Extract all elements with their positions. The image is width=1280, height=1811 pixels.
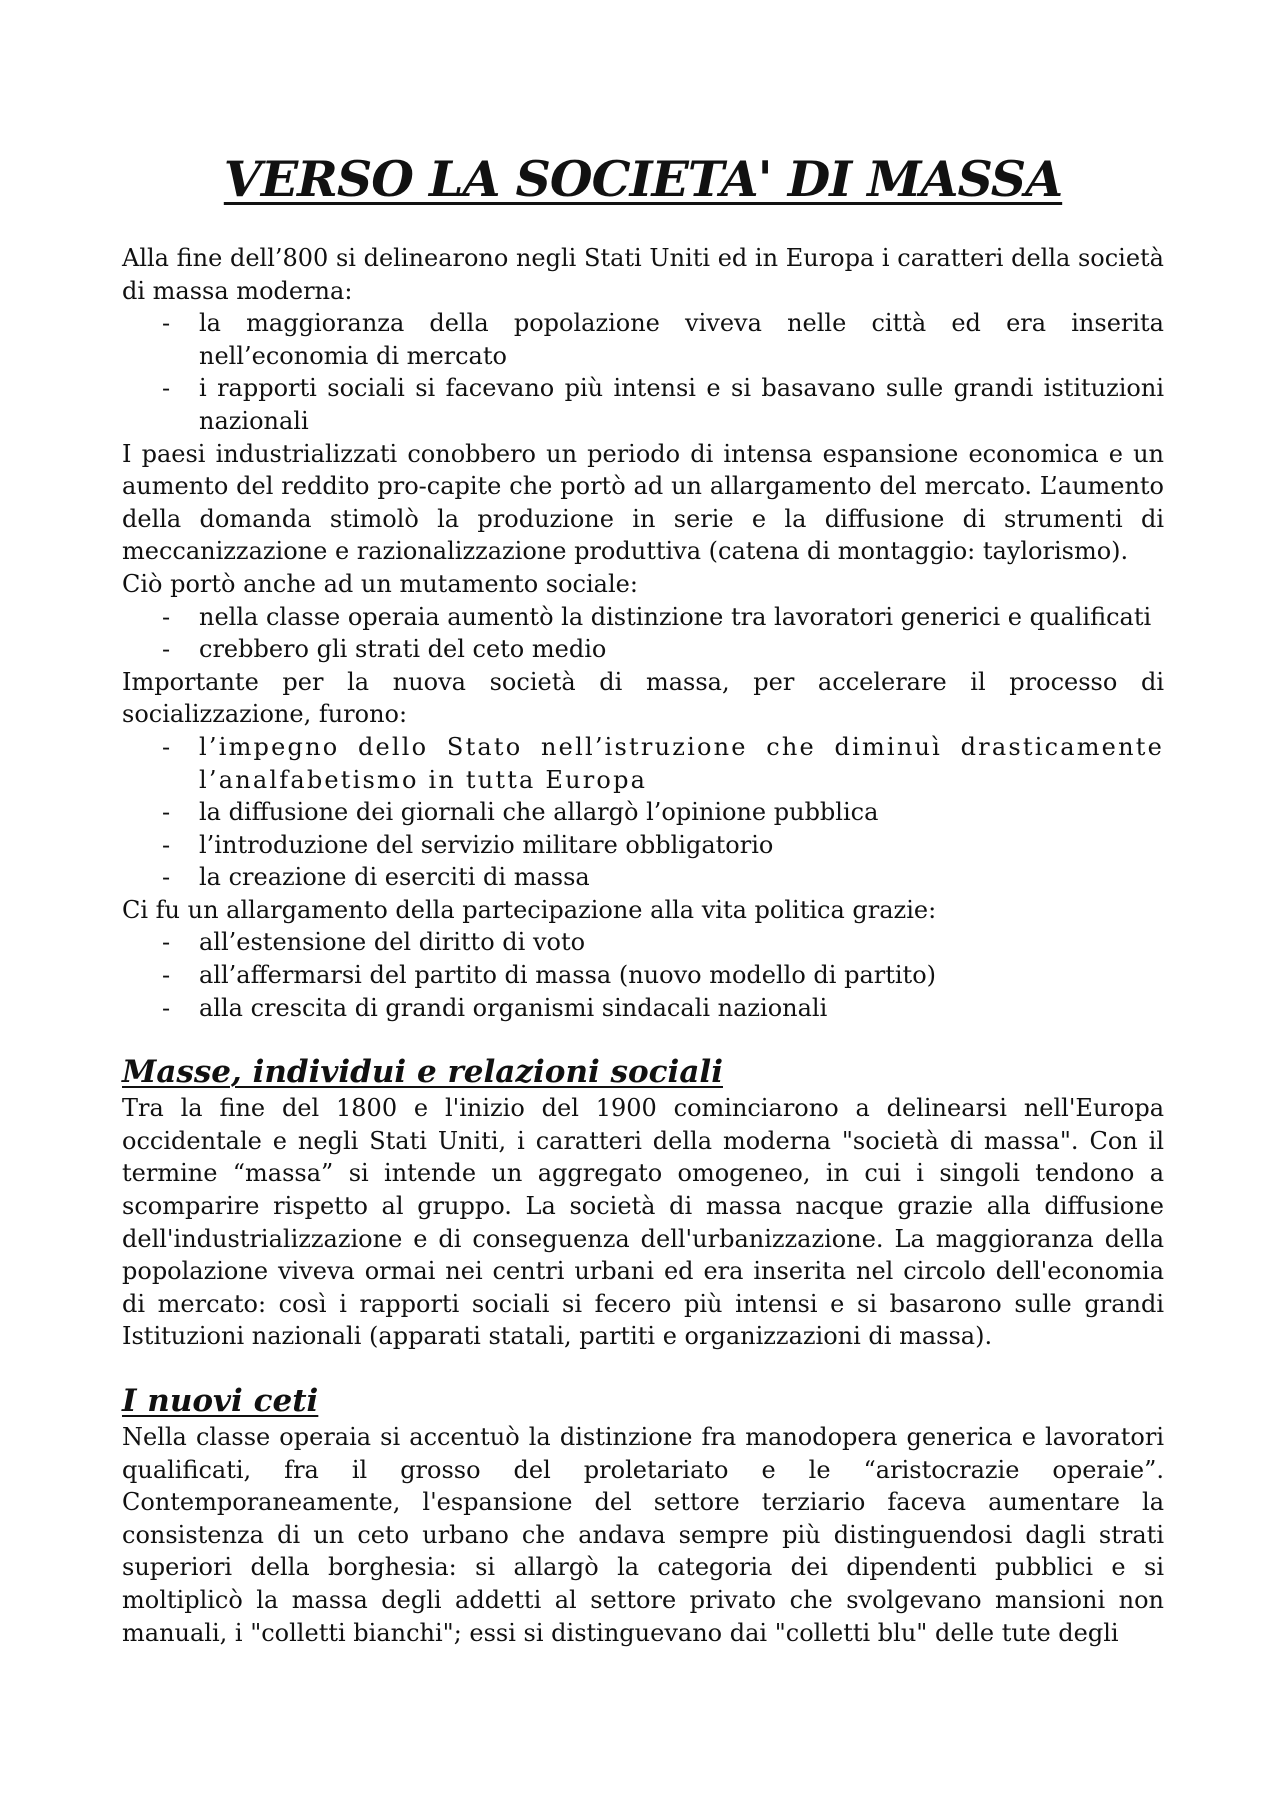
intro-paragraph-4: Importante per la nuova società di massa, per accelerare il processo di socializzazione, furono: — [122, 667, 1164, 729]
bullet-list-1 — [122, 307, 1164, 437]
bullet-list-3 — [122, 731, 1164, 894]
dash-bullet-icon: - — [162, 961, 171, 990]
dash-bullet-icon: - — [162, 602, 171, 631]
bullet-list-2 — [122, 601, 1164, 666]
list-item: - alla crescita di grandi organismi sindacali nazionali — [122, 992, 1164, 1025]
list-item: - l’introduzione del servizio militare obbligatorio — [122, 829, 1164, 862]
list-item: - nella classe operaia aumentò la distinzione tra lavoratori generici e qualificati — [122, 601, 1164, 634]
dash-bullet-icon: - — [162, 993, 171, 1022]
list-item: - i rapporti sociali si facevano più intensi e si basavano sulle grandi istituzioni nazionali — [162, 374, 1164, 435]
dash-bullet-icon: - — [162, 863, 171, 892]
list-item: - all’affermarsi del partito di massa (nuovo modello di partito) — [122, 959, 1164, 992]
intro-paragraph-5: Ci fu un allargamento della partecipazione alla vita politica grazie: — [122, 895, 937, 924]
section-heading-nuovi-ceti: I nuovi ceti — [122, 1383, 319, 1419]
intro-paragraph-2: I paesi industrializzati conobbero un periodo di intensa espansione economica e un aumento del reddito pro-capite che portò ad un allargamento del mercato. L’aumento della domanda stimolò la produzione in serie e la diffusione di strumenti di meccanizzazione e razionalizzazione produttiva (catena di montaggio: taylorismo). — [122, 439, 1164, 566]
dash-bullet-icon: - — [162, 928, 171, 957]
document-title: VERSO LA SOCIETA' DI MASSA — [223, 150, 1063, 208]
list-item: - l’impegno dello Stato nell’istruzione che diminuì drasticamente l’analfabetismo in tutta Europa — [162, 732, 1164, 794]
list-item: - la creazione di eserciti di massa — [122, 861, 1164, 894]
section-nuovi-ceti-body: Nella classe operaia si accentuò la distinzione fra manodopera generica e lavoratori qualificati, fra il grosso del proletariato e le “aristocrazie operaie”. Contemporaneamente, l'espansione del settore terziario faceva aumentare la consistenza di un ceto urbano che andava sempre più distinguendosi dagli strati superiori della borghesia: si allargò la categoria dei dipendenti pubblici e si moltiplicò la massa degli addetti al settore privato che svolgevano mansioni non manuali, i "colletti bianchi"; essi si distinguevano dai "colletti blu" delle tute degli — [122, 1423, 1164, 1647]
dash-bullet-icon: - — [162, 798, 171, 827]
dash-bullet-icon: - — [162, 732, 173, 761]
list-item: - all’estensione del diritto di voto — [122, 926, 1164, 959]
list-item: - la diffusione dei giornali che allargò l’opinione pubblica — [122, 796, 1164, 829]
section-heading-masse: Masse, individui e relazioni sociali — [122, 1054, 723, 1091]
list-item: - crebbero gli strati del ceto medio — [122, 633, 1164, 666]
intro-paragraph-3: Ciò portò anche ad un mutamento sociale: — [122, 569, 638, 598]
list-item: - la maggioranza della popolazione viveva nelle città ed era inserita nell’economia di mercato — [162, 309, 1164, 370]
dash-bullet-icon: - — [162, 309, 171, 338]
section-masse-body: Tra la fine del 1800 e l'inizio del 1900 cominciarono a delinearsi nell'Europa occidentale e negli Stati Uniti, i caratteri della moderna "società di massa". Con il termine “massa” si intende un aggregato omogeneo, in cui i singoli tendono a scomparire rispetto al gruppo. La società di massa nacque grazie alla diffusione dell'industrializzazione e di conseguenza dell'urbanizzazione. La maggioranza della popolazione viveva ormai nei centri urbani ed era inserita nel circolo dell'economia di mercato: così i rapporti sociali si fecero più intensi e si basarono sulle grandi Istituzioni nazionali (apparati statali, partiti e organizzazioni di massa). — [122, 1094, 1164, 1351]
dash-bullet-icon: - — [162, 635, 171, 664]
dash-bullet-icon: - — [162, 830, 171, 859]
bullet-list-4 — [122, 926, 1164, 1024]
intro-paragraph-1: Alla fine dell’800 si delinearono negli Stati Uniti ed in Europa i caratteri della società di massa moderna: — [122, 244, 1164, 305]
dash-bullet-icon: - — [162, 374, 171, 403]
